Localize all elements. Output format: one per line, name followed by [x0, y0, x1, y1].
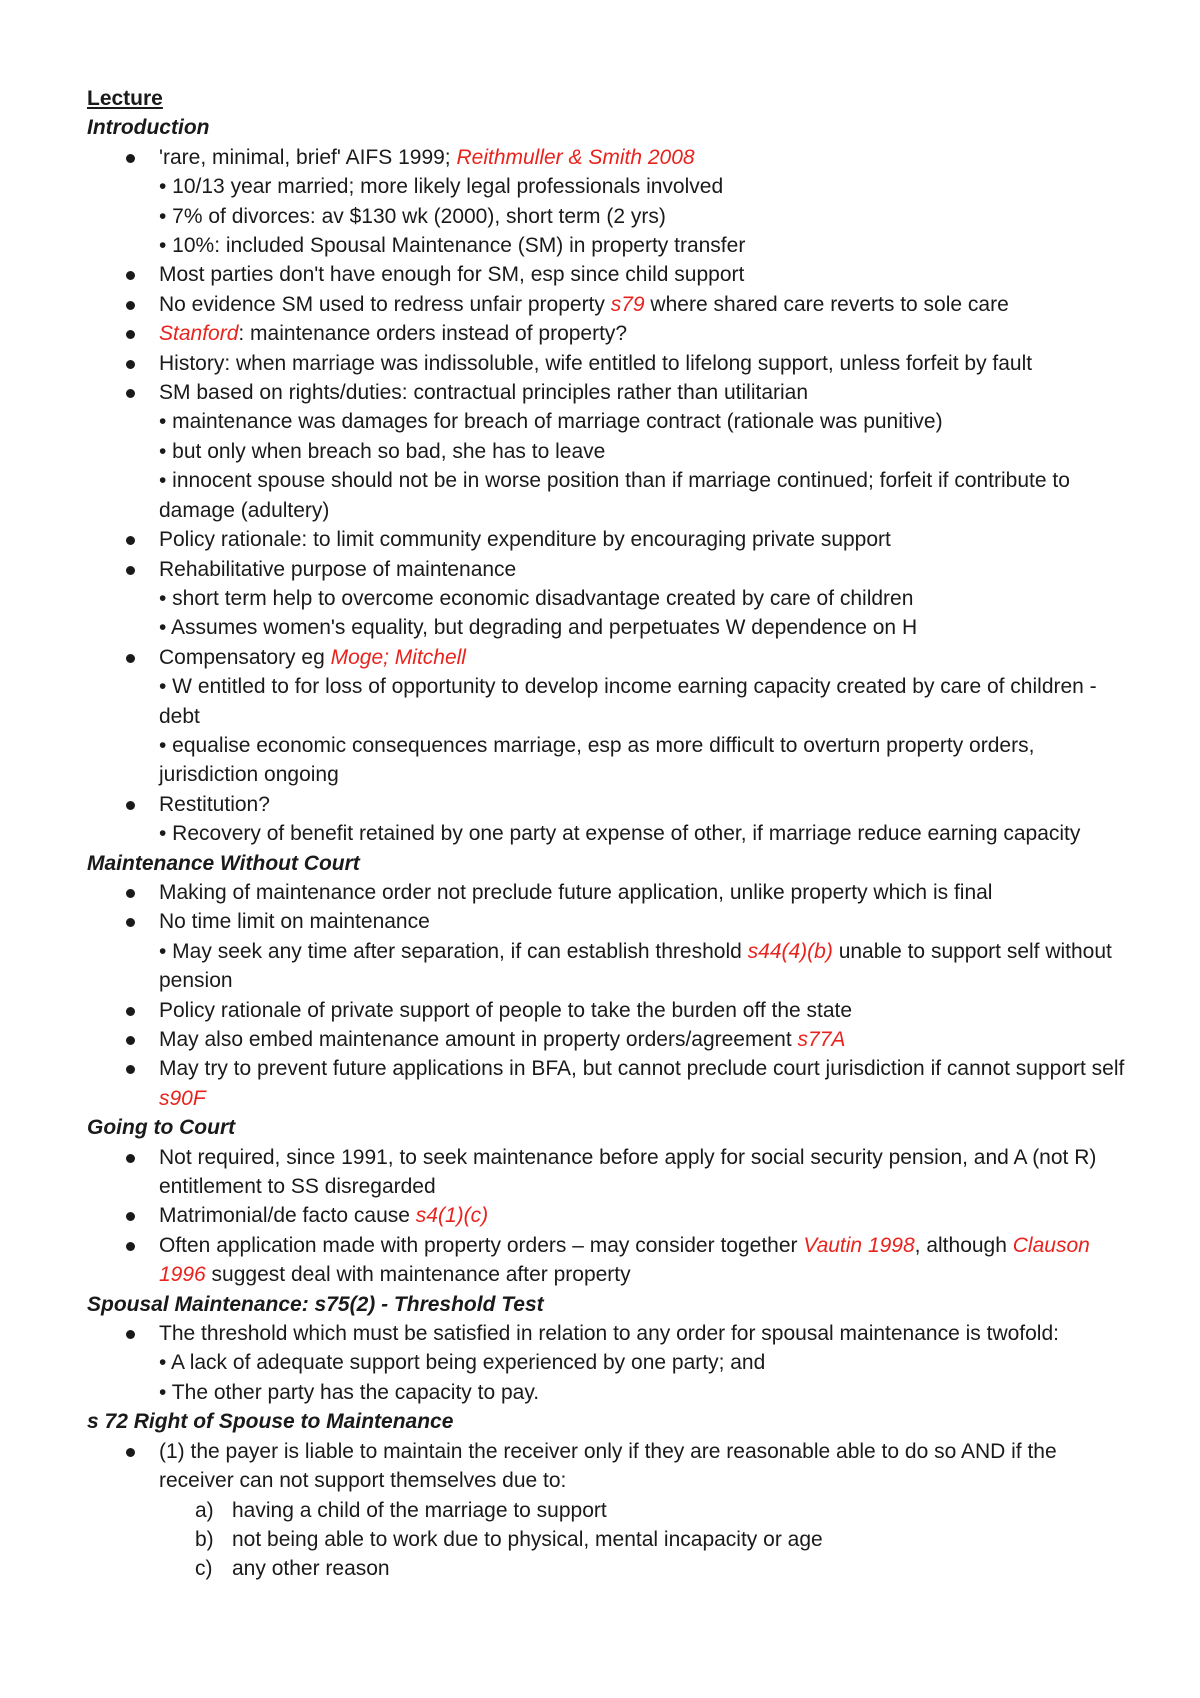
lettered-item: a) having a child of the marriage to support — [87, 1496, 1137, 1525]
bullet-item: Making of maintenance order not preclude future application, unlike property which is final — [87, 878, 1137, 907]
sub-item: • Assumes women's equality, but degrading and perpetuates W dependence on H — [159, 616, 918, 640]
sub-item: • 10/13 year married; more likely legal professionals involved — [159, 175, 724, 199]
bullet-item: The threshold which must be satisfied in relation to any order for spousal maintenance is twofold: — [87, 1319, 1137, 1348]
case-reference: Vautin 1998 — [803, 1233, 915, 1257]
bullet-item: May also embed maintenance amount in property orders/agreement s77A — [87, 1025, 1137, 1054]
bullet-item: No evidence SM used to redress unfair property s79 where shared care reverts to sole care — [87, 290, 1137, 319]
section-heading-s72: s 72 Right of Spouse to Maintenance — [87, 1410, 454, 1434]
bullet-item: History: when marriage was indissoluble, wife entitled to lifelong support, unless forfeit by fault — [87, 349, 1137, 378]
bullet-item: No time limit on maintenance — [87, 907, 1137, 936]
section-heading-going-to-court: Going to Court — [87, 1116, 236, 1140]
bullet-item: Matrimonial/de facto cause s4(1)(c) — [87, 1201, 1137, 1230]
sub-item: • but only when breach so bad, she has to leave — [159, 439, 606, 463]
sub-item: • May seek any time after separation, if can establish threshold s44(4)(b) unable to support self without pension — [159, 939, 1112, 993]
case-reference: Moge; Mitchell — [330, 645, 466, 669]
bullet-item: 'rare, minimal, brief' AIFS 1999; Reithmuller & Smith 2008 — [87, 143, 1137, 172]
bullet-item: Policy rationale: to limit community expenditure by encouraging private support — [87, 525, 1137, 554]
bullet-item: Policy rationale of private support of people to take the burden off the state — [87, 996, 1137, 1025]
bullet-item: Restitution? — [87, 790, 1137, 819]
sub-item: • innocent spouse should not be in worse position than if marriage continued; forfeit if contribute to damage (adultery) — [159, 469, 1070, 522]
sub-item: • Recovery of benefit retained by one party at expense of other, if marriage reduce earning capacity — [159, 822, 1081, 846]
bullet-item: SM based on rights/duties: contractual principles rather than utilitarian — [87, 378, 1137, 407]
statute-reference: s44(4)(b) — [747, 939, 833, 963]
lecture-title: Lecture — [87, 87, 163, 110]
lecture-notes — [87, 84, 1137, 1584]
bullet-item: Rehabilitative purpose of maintenance — [87, 555, 1137, 584]
statute-reference: s79 — [610, 292, 645, 316]
sub-item: • equalise economic consequences marriage, esp as more difficult to overturn property orders, jurisdiction ongoing — [159, 733, 1035, 787]
item-letter: b) — [195, 1527, 214, 1551]
bullet-item: Most parties don't have enough for SM, esp since child support — [87, 260, 1137, 289]
section-heading-without-court: Maintenance Without Court — [87, 851, 360, 875]
statute-reference: s77A — [797, 1028, 846, 1051]
bullet-item: Stanford: maintenance orders instead of property? — [87, 319, 1137, 348]
sub-item: • A lack of adequate support being experienced by one party; and — [159, 1351, 766, 1375]
sub-item: • maintenance was damages for breach of marriage contract (rationale was punitive) — [159, 410, 943, 434]
sub-item: • 7% of divorces: av $130 wk (2000), short term (2 yrs) — [159, 204, 666, 228]
bullet-item: Often application made with property orders – may consider together Vautin 1998, although Clauson 1996 suggest deal with maintenance after property — [87, 1231, 1137, 1290]
case-reference: Stanford — [159, 322, 239, 346]
sub-item: • short term help to overcome economic disadvantage created by care of children — [159, 586, 914, 610]
sub-item: • The other party has the capacity to pay. — [159, 1380, 540, 1404]
statute-reference: s90F — [159, 1086, 206, 1110]
bullet-item: May try to prevent future applications in BFA, but cannot preclude court jurisdiction if cannot support self s90F — [87, 1054, 1137, 1113]
item-letter: a) — [195, 1498, 214, 1522]
lettered-item: c) any other reason — [87, 1554, 1137, 1583]
case-reference: Reithmuller & Smith 2008 — [456, 145, 695, 169]
section-heading-introduction: Introduction — [87, 116, 210, 140]
statute-reference: s4(1)(c) — [415, 1204, 489, 1228]
bullet-item: (1) the payer is liable to maintain the receiver only if they are reasonable able to do so AND if the receiver can not support themselves due to: — [87, 1437, 1137, 1496]
item-letter: c) — [195, 1557, 213, 1581]
lettered-item: b) not being able to work due to physical, mental incapacity or age — [87, 1525, 1137, 1554]
sub-item: • 10%: included Spousal Maintenance (SM) in property transfer — [159, 234, 746, 258]
sub-item: • W entitled to for loss of opportunity to develop income earning capacity created by care of children - debt — [159, 675, 1097, 728]
section-heading-threshold-test: Spousal Maintenance: s75(2) - Threshold Test — [87, 1292, 544, 1316]
bullet-item: Not required, since 1991, to seek maintenance before apply for social security pension, and A (not R) entitlement to SS disregarded — [87, 1143, 1137, 1202]
case-reference: Clauson 1996 — [159, 1233, 1090, 1287]
bullet-item: Compensatory eg Moge; Mitchell — [87, 643, 1137, 672]
